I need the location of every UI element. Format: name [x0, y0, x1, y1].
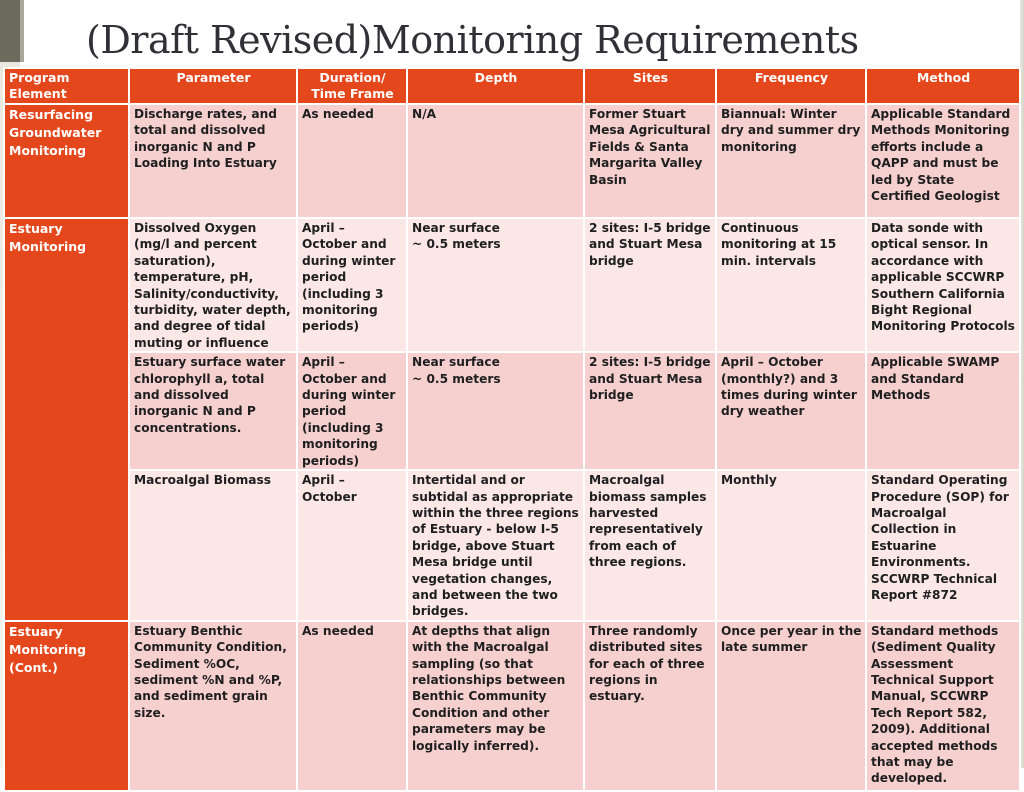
table-row [4, 470, 1020, 621]
cell-duration: April – October and during winter period (including 3 monitoring periods) [297, 352, 407, 470]
table-row [4, 218, 1020, 352]
header-depth: Depth [407, 68, 584, 104]
left-decor-accent [20, 0, 24, 62]
cell-method: Applicable SWAMP and Standard Methods [866, 352, 1020, 470]
cell-sites: Three randomly distributed sites for each of three regions in estuary. [584, 621, 716, 791]
cell-method: Standard methods (Sediment Quality Assessment Technical Support Manual, SCCWRP Tech Report 582, 2009). Additional accepted methods that may be developed. [866, 621, 1020, 791]
cell-frequency: Continuous monitoring at 15 min. intervals [716, 218, 866, 352]
group-estuary-monitoring-cont: Estuary Monitoring (Cont.) [4, 621, 129, 791]
header-program-element: Program Element [4, 68, 129, 104]
table-row [4, 352, 1020, 470]
cell-depth: At depths that align with the Macroalgal sampling (so that relationships between Benthic Community Condition and other parameters may be logically inferred). [407, 621, 584, 791]
cell-sites: 2 sites: I-5 bridge and Stuart Mesa bridge [584, 352, 716, 470]
table-row [4, 104, 1020, 218]
cell-depth: Near surface ~ 0.5 meters [407, 218, 584, 352]
cell-sites: Former Stuart Mesa Agricultural Fields & Santa Margarita Valley Basin [584, 104, 716, 218]
cell-frequency: Monthly [716, 470, 866, 621]
header-sites: Sites [584, 68, 716, 104]
cell-sites: Macroalgal biomass samples harvested representatively from each of three regions. [584, 470, 716, 621]
cell-duration: As needed [297, 621, 407, 791]
cell-depth: Near surface ~ 0.5 meters [407, 352, 584, 470]
table-row [4, 621, 1020, 791]
header-frequency: Frequency [716, 68, 866, 104]
cell-depth: N/A [407, 104, 584, 218]
cell-frequency: April – October (monthly?) and 3 times during winter dry weather [716, 352, 866, 470]
cell-parameter: Estuary Benthic Community Condition, Sediment %OC, sediment %N and %P, and sediment grain size. [129, 621, 297, 791]
header-duration: Duration/ Time Frame [297, 68, 407, 104]
group-estuary-monitoring: Estuary Monitoring [4, 218, 129, 621]
cell-frequency: Biannual: Winter dry and summer dry monitoring [716, 104, 866, 218]
cell-method: Applicable Standard Methods Monitoring efforts include a QAPP and must be led by State Certified Geologist [866, 104, 1020, 218]
cell-method: Data sonde with optical sensor. In accordance with applicable SCCWRP Southern California Bight Regional Monitoring Protocols [866, 218, 1020, 352]
cell-parameter: Discharge rates, and total and dissolved inorganic N and P Loading Into Estuary [129, 104, 297, 218]
cell-method: Standard Operating Procedure (SOP) for Macroalgal Collection in Estuarine Environments. SCCWRP Technical Report #872 [866, 470, 1020, 621]
cell-depth: Intertidal and or subtidal as appropriate within the three regions of Estuary - below I-5 bridge, above Stuart Mesa bridge until vegetation changes, and between the two bridges. [407, 470, 584, 621]
cell-duration: April – October and during winter period (including 3 monitoring periods) [297, 218, 407, 352]
cell-parameter: Macroalgal Biomass [129, 470, 297, 621]
header-method: Method [866, 68, 1020, 104]
cell-parameter: Dissolved Oxygen (mg/l and percent saturation), temperature, pH, Salinity/conductivity, turbidity, water depth, and degree of tidal muting or influence [129, 218, 297, 352]
slide-title: (Draft Revised)Monitoring Requirements [86, 18, 859, 62]
cell-frequency: Once per year in the late summer [716, 621, 866, 791]
cell-duration: As needed [297, 104, 407, 218]
monitoring-requirements-table [3, 67, 1021, 792]
header-parameter: Parameter [129, 68, 297, 104]
header-row [4, 68, 1020, 104]
cell-duration: April – October [297, 470, 407, 621]
cell-sites: 2 sites: I-5 bridge and Stuart Mesa bridge [584, 218, 716, 352]
cell-parameter: Estuary surface water chlorophyll a, total and dissolved inorganic N and P concentrations. [129, 352, 297, 470]
group-resurfacing-groundwater: Resurfacing Groundwater Monitoring [4, 104, 129, 218]
